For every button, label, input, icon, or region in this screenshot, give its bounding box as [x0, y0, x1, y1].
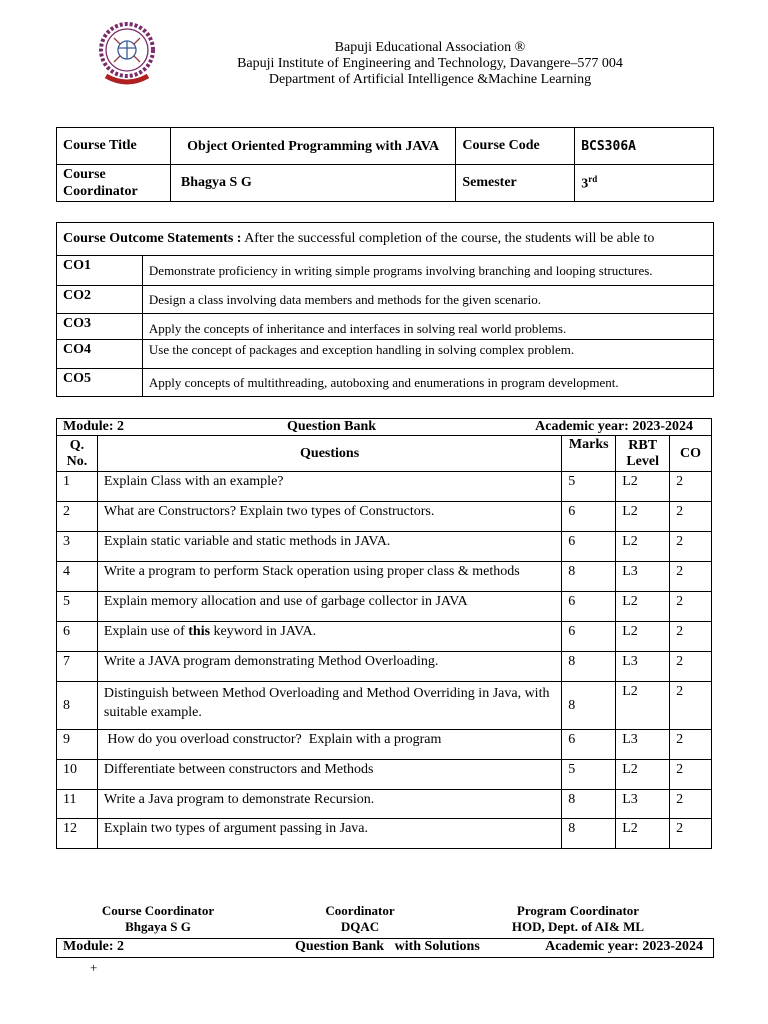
question-rbt: L2 — [616, 472, 670, 502]
question-co: 2 — [670, 790, 712, 819]
question-text-pre: Explain use of — [103, 624, 189, 639]
outcome-id: CO4 — [57, 340, 143, 369]
outcome-id: CO2 — [57, 286, 143, 314]
semester-suffix: rd — [588, 173, 598, 184]
question-row — [57, 592, 712, 622]
question-marks: 8 — [562, 790, 616, 819]
next-section-header — [56, 938, 714, 958]
next-section-title: Question Bank with Solutions — [295, 939, 480, 954]
institute-name: Bapuji Institute of Engineering and Technology, Davangere–577 004 — [237, 56, 623, 71]
question-row — [57, 652, 712, 682]
question-co: 2 — [670, 730, 712, 760]
academic-year: Academic year: 2023-2024 — [535, 419, 693, 434]
question-co: 2 — [670, 592, 712, 622]
next-module-label: Module: 2 — [63, 939, 125, 954]
question-row — [57, 790, 712, 819]
question-marks: 6 — [562, 502, 616, 532]
question-row — [57, 730, 712, 760]
outcomes-heading — [57, 223, 714, 256]
col-header-questions: Questions — [97, 436, 561, 472]
question-text: Write a program to perform Stack operation using proper class & methods — [97, 562, 561, 592]
department-name: Department of Artificial Intelligence &Machine Learning — [268, 72, 592, 87]
outcomes-heading-rest: After the successful completion of the course, the students will be able to — [241, 231, 655, 246]
question-text: Write a Java program to demonstrate Recursion. — [97, 790, 561, 819]
course-outcomes-table — [56, 222, 714, 397]
outcome-row — [57, 256, 714, 286]
question-text: Distinguish between Method Overloading and Method Overriding in Java, with suitable example. — [97, 682, 561, 730]
col-header-marks: Marks — [562, 436, 616, 472]
signature-coordinator — [290, 903, 430, 935]
question-number: 11 — [57, 790, 98, 819]
question-co: 2 — [670, 562, 712, 592]
outcome-row — [57, 340, 714, 369]
outcome-text: Design a class involving data members and methods for the given scenario. — [142, 286, 713, 314]
question-row — [57, 562, 712, 592]
question-row — [57, 682, 712, 730]
question-number: 6 — [57, 622, 98, 652]
question-marks: 6 — [562, 532, 616, 562]
question-marks: 8 — [562, 562, 616, 592]
question-rbt: L2 — [616, 622, 670, 652]
course-coordinator-name: Bhgaya S G — [125, 919, 191, 934]
outcome-row — [57, 286, 714, 314]
outcome-row — [57, 314, 714, 340]
question-row — [57, 502, 712, 532]
question-number: 5 — [57, 592, 98, 622]
question-rbt: L2 — [616, 819, 670, 849]
question-rbt: L3 — [616, 652, 670, 682]
outcomes-heading-bold: Course Outcome Statements : — [63, 231, 242, 246]
plus-mark: + — [90, 960, 98, 975]
question-rbt: L3 — [616, 562, 670, 592]
signature-program-coordinator — [488, 903, 668, 935]
question-number: 3 — [57, 532, 98, 562]
module-label: Module: 2 — [63, 419, 125, 434]
question-number: 12 — [57, 819, 98, 849]
next-academic-year: Academic year: 2023-2024 — [545, 939, 703, 954]
question-text: Explain memory allocation and use of garbage collector in JAVA — [97, 592, 561, 622]
question-row — [57, 472, 712, 502]
question-marks: 8 — [562, 819, 616, 849]
outcome-text: Use the concept of packages and exception handling in solving complex problem. — [142, 340, 713, 369]
question-text: Explain Class with an example? — [97, 472, 561, 502]
this-keyword: this — [188, 624, 211, 639]
course-title-label: Course Title — [57, 128, 171, 165]
question-row — [57, 532, 712, 562]
course-coordinator-label: Course Coordinator — [57, 165, 171, 202]
question-number: 4 — [57, 562, 98, 592]
question-text: Differentiate between constructors and Methods — [97, 760, 561, 790]
semester-label: Semester — [456, 165, 575, 202]
institution-logo — [96, 18, 158, 90]
question-rbt: L2 — [616, 592, 670, 622]
question-bank-title: Question Bank — [287, 419, 377, 434]
question-number: 2 — [57, 502, 98, 532]
gear-emblem-icon — [96, 18, 158, 90]
question-marks: 6 — [562, 622, 616, 652]
outcome-id: CO3 — [57, 314, 143, 340]
course-info-table — [56, 127, 714, 202]
question-marks: 8 — [562, 682, 616, 730]
question-text: Explain static variable and static methods in JAVA. — [97, 532, 561, 562]
question-co: 2 — [670, 532, 712, 562]
question-rbt: L3 — [616, 730, 670, 760]
question-number: 8 — [57, 682, 98, 730]
coordinator-title: Coordinator — [325, 903, 395, 918]
question-number: 10 — [57, 760, 98, 790]
question-row — [57, 760, 712, 790]
course-code-label: Course Code — [456, 128, 575, 165]
question-marks: 6 — [562, 730, 616, 760]
col-header-co: CO — [670, 436, 712, 472]
outcome-text: Apply concepts of multithreading, autoboxing and enumerations in program development. — [142, 369, 713, 397]
question-rbt: L2 — [616, 502, 670, 532]
question-text: How do you overload constructor? Explain with a program — [97, 730, 561, 760]
question-co: 2 — [670, 682, 712, 730]
question-text: What are Constructors? Explain two types of Constructors. — [97, 502, 561, 532]
question-rbt: L2 — [616, 760, 670, 790]
question-text: Write a JAVA program demonstrating Method Overloading. — [97, 652, 561, 682]
question-rbt: L2 — [616, 682, 670, 730]
question-co: 2 — [670, 819, 712, 849]
question-co: 2 — [670, 502, 712, 532]
association-name: Bapuji Educational Association ® — [334, 40, 526, 55]
program-coordinator-title: Program Coordinator — [516, 903, 640, 918]
question-co: 2 — [670, 652, 712, 682]
question-row — [57, 819, 712, 849]
question-number: 7 — [57, 652, 98, 682]
outcome-id: CO1 — [57, 256, 143, 286]
question-marks: 5 — [562, 760, 616, 790]
question-marks: 5 — [562, 472, 616, 502]
question-bank-table — [56, 418, 712, 849]
question-co: 2 — [670, 472, 712, 502]
col-header-rbt: RBT Level — [616, 436, 670, 472]
course-code-value: BCS306A — [575, 128, 714, 165]
module-header — [57, 419, 712, 436]
question-number: 1 — [57, 472, 98, 502]
program-coordinator-name: HOD, Dept. of AI& ML — [511, 919, 645, 934]
question-co: 2 — [670, 760, 712, 790]
semester-number: 3 — [581, 176, 589, 192]
question-rbt: L3 — [616, 790, 670, 819]
question-text: Explain two types of argument passing in Java. — [97, 819, 561, 849]
coordinator-name: DQAC — [340, 919, 380, 934]
course-title-value: Object Oriented Programming with JAVA — [170, 128, 455, 165]
outcome-text: Demonstrate proficiency in writing simple programs involving branching and looping structures. — [142, 256, 713, 286]
col-header-qno: Q. No. — [57, 436, 98, 472]
question-marks: 6 — [562, 592, 616, 622]
semester-value — [575, 165, 714, 202]
signature-course-coordinator — [72, 903, 244, 935]
outcome-id: CO5 — [57, 369, 143, 397]
question-text — [97, 622, 561, 652]
question-row — [57, 622, 712, 652]
outcome-text: Apply the concepts of inheritance and interfaces in solving real world problems. — [142, 314, 713, 340]
question-text-post: keyword in JAVA. — [210, 624, 317, 639]
question-marks: 8 — [562, 652, 616, 682]
outcome-row — [57, 369, 714, 397]
question-rbt: L2 — [616, 532, 670, 562]
course-coordinator-value: Bhagya S G — [170, 165, 455, 202]
question-number: 9 — [57, 730, 98, 760]
course-coordinator-title: Course Coordinator — [101, 903, 215, 918]
question-co: 2 — [670, 622, 712, 652]
